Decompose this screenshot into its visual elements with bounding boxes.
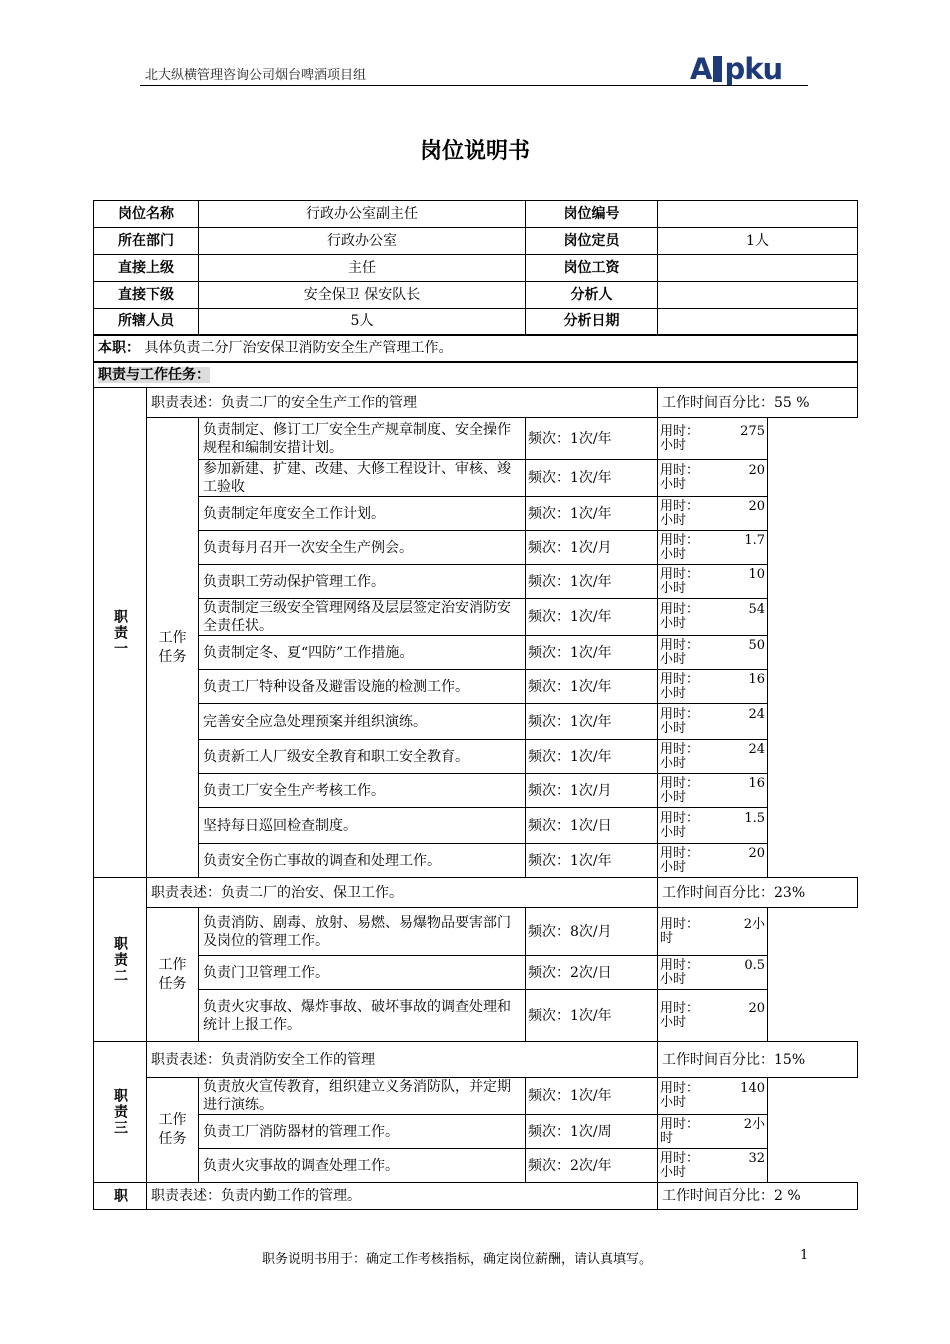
time-percentage [658, 878, 858, 908]
hours-label: 用时： [660, 1000, 700, 1016]
pct-label: 工作时间百分比： [662, 394, 774, 411]
hours-unit: 小时 [660, 477, 687, 492]
task-hours [658, 1115, 768, 1149]
hours-value: 2小 [743, 916, 765, 932]
responsibility-label [94, 1042, 147, 1183]
hours-value: 1.7 [744, 532, 765, 548]
task-frequency: 频次：1次/年 [526, 844, 658, 878]
hours-unit: 小时 [660, 616, 687, 631]
desc-label: 职责表述： [151, 394, 221, 411]
hours-label: 用时： [660, 741, 700, 757]
work-task-label-text: 工作任务 [158, 956, 187, 992]
responsibility-desc-row [94, 1042, 858, 1078]
task-hours [658, 808, 768, 844]
hours-unit: 小时 [660, 789, 687, 805]
basic-label: 岗位定员 [526, 228, 658, 255]
basic-info-row [94, 282, 858, 309]
hours-unit: 小时 [660, 580, 687, 596]
task-frequency: 频次：1次/年 [526, 704, 658, 740]
task-text: 坚持每日巡回检查制度。 [199, 808, 526, 844]
duty-label: 本职： [98, 340, 140, 356]
task-text: 负责制定冬、夏“四防”工作措施。 [199, 636, 526, 670]
hours-label: 用时： [660, 566, 700, 582]
basic-value: 1人 [658, 228, 858, 255]
basic-label: 所辖人员 [94, 309, 199, 335]
hours-label: 用时： [660, 463, 700, 478]
responsibility-desc [147, 1183, 658, 1210]
basic-info-row [94, 201, 858, 228]
tasks-header-row [94, 362, 858, 388]
hours-unit: 小时 [660, 437, 687, 453]
hours-unit: 小时 [660, 720, 687, 736]
task-frequency: 频次：1次/年 [526, 599, 658, 636]
pct-value: 55 % [774, 394, 810, 411]
task-row [94, 808, 858, 844]
task-frequency: 频次：1次/年 [526, 418, 658, 460]
hours-unit: 小时 [660, 1164, 687, 1180]
task-text: 负责每月召开一次安全生产例会。 [199, 531, 526, 565]
hours-value: 32 [748, 1150, 765, 1166]
task-frequency: 频次：1次/年 [526, 990, 658, 1042]
basic-info-row [94, 255, 858, 282]
basic-value: 安全保卫 保安队长 [199, 282, 526, 309]
basic-label: 岗位编号 [526, 201, 658, 228]
responsibility-label [94, 878, 147, 1042]
task-row [94, 740, 858, 774]
hours-value: 20 [748, 845, 765, 861]
pct-value: 2 % [774, 1188, 801, 1204]
task-text: 负责工厂安全生产考核工作。 [199, 774, 526, 808]
basic-label: 直接上级 [94, 255, 199, 282]
task-hours [658, 990, 768, 1042]
work-task-label-text: 工作任务 [158, 1112, 187, 1147]
desc-label: 职责表述： [151, 1051, 221, 1068]
desc-text: 负责二厂的治安、保卫工作。 [221, 884, 403, 901]
task-text: 负责放火宣传教育，组织建立义务消防队，并定期进行演练。 [199, 1078, 526, 1115]
task-row [94, 565, 858, 599]
task-row [94, 956, 858, 990]
basic-label: 岗位工资 [526, 255, 658, 282]
hours-unit: 小时 [660, 971, 687, 987]
task-row [94, 774, 858, 808]
responsibility-desc [147, 878, 658, 908]
time-percentage [658, 1183, 858, 1210]
basic-value: 行政办公室 [199, 228, 526, 255]
task-hours [658, 844, 768, 878]
task-text: 负责工厂特种设备及避雷设施的检测工作。 [199, 670, 526, 704]
task-frequency: 频次：2次/日 [526, 956, 658, 990]
company-logo: A pku [690, 52, 783, 86]
task-text: 负责制定年度安全工作计划。 [199, 497, 526, 531]
hours-label: 用时： [660, 845, 700, 861]
task-hours [658, 460, 768, 497]
basic-value: 5人 [199, 309, 526, 335]
hours-label: 用时： [660, 1150, 700, 1166]
task-hours [658, 908, 768, 956]
basic-value [658, 255, 858, 282]
task-text: 负责消防、剧毒、放射、易燃、易爆物品要害部门及岗位的管理工作。 [199, 908, 526, 956]
basic-label: 岗位名称 [94, 201, 199, 228]
job-description-table [93, 200, 858, 1210]
hours-label: 用时： [660, 957, 700, 973]
task-row [94, 636, 858, 670]
task-row [94, 418, 858, 460]
task-row [94, 599, 858, 636]
responsibility-label-text: 职责一 [112, 608, 128, 657]
hours-unit: 小时 [660, 512, 687, 528]
desc-label: 职责表述： [151, 884, 221, 901]
hours-value: 10 [748, 566, 765, 582]
hours-unit: 时 [660, 1130, 674, 1146]
task-frequency: 频次：2次/年 [526, 1149, 658, 1183]
pct-label: 工作时间百分比： [662, 884, 774, 901]
work-task-label [147, 1078, 199, 1183]
task-text: 负责新工人厂级安全教育和职工安全教育。 [199, 740, 526, 774]
hours-label: 用时： [660, 532, 700, 548]
hours-value: 140 [740, 1081, 765, 1096]
basic-info-row [94, 228, 858, 255]
task-hours [658, 1149, 768, 1183]
hours-label: 用时： [660, 1081, 700, 1096]
page-number: 1 [800, 1248, 809, 1263]
hours-value: 24 [748, 706, 765, 722]
hours-value: 275 [740, 423, 765, 439]
page-title: 岗位说明书 [419, 139, 530, 164]
task-frequency: 频次：1次/周 [526, 1115, 658, 1149]
hours-value: 20 [748, 1000, 765, 1016]
task-hours [658, 1078, 768, 1115]
task-hours [658, 636, 768, 670]
hours-label: 用时： [660, 423, 700, 439]
hours-label: 用时： [660, 1116, 700, 1132]
basic-value: 主任 [199, 255, 526, 282]
hours-value: 20 [748, 498, 765, 514]
pct-value: 23% [774, 884, 806, 901]
task-text: 完善安全应急处理预案并组织演练。 [199, 704, 526, 740]
task-row [94, 908, 858, 956]
task-row [94, 1115, 858, 1149]
task-frequency: 频次：1次/年 [526, 460, 658, 497]
hours-unit: 小时 [660, 651, 687, 667]
hours-unit: 时 [660, 930, 674, 946]
work-task-label [147, 418, 199, 878]
basic-value [658, 282, 858, 309]
task-text: 负责火灾事故、爆炸事故、破坏事故的调查处理和统计上报工作。 [199, 990, 526, 1042]
task-frequency: 频次：1次/年 [526, 497, 658, 531]
basic-value [658, 309, 858, 335]
task-hours [658, 418, 768, 460]
responsibility-label-text: 职责三 [112, 1088, 128, 1136]
desc-label: 职责表述： [151, 1188, 221, 1204]
task-hours [658, 531, 768, 565]
hours-value: 54 [748, 602, 765, 617]
hours-label: 用时： [660, 671, 700, 687]
task-text: 负责制定三级安全管理网络及层层签定治安消防安全责任状。 [199, 599, 526, 636]
time-percentage [658, 388, 858, 418]
task-text: 负责火灾事故的调查处理工作。 [199, 1149, 526, 1183]
responsibility-desc-row [94, 388, 858, 418]
responsibility-label-text: 职 [112, 1188, 128, 1204]
hours-value: 16 [748, 775, 765, 791]
basic-label: 分析人 [526, 282, 658, 309]
task-row [94, 670, 858, 704]
task-row [94, 844, 858, 878]
task-hours [658, 497, 768, 531]
task-text: 负责制定、修订工厂安全生产规章制度、安全操作规程和编制安措计划。 [199, 418, 526, 460]
hours-value: 24 [748, 741, 765, 757]
hours-value: 20 [748, 463, 765, 478]
hours-value: 16 [748, 671, 765, 687]
pct-label: 工作时间百分比： [662, 1051, 774, 1068]
desc-text: 负责二厂的安全生产工作的管理 [221, 394, 417, 411]
hours-value: 1.5 [744, 810, 765, 826]
task-row [94, 990, 858, 1042]
task-frequency: 频次：1次/月 [526, 774, 658, 808]
task-frequency: 频次：1次/年 [526, 636, 658, 670]
hours-label: 用时： [660, 637, 700, 653]
basic-value [658, 201, 858, 228]
pct-value: 15% [774, 1051, 806, 1068]
task-hours [658, 956, 768, 990]
task-hours [658, 599, 768, 636]
responsibility-desc [147, 388, 658, 418]
work-task-label-text: 工作任务 [158, 629, 187, 665]
task-hours [658, 740, 768, 774]
task-frequency: 频次：8次/月 [526, 908, 658, 956]
basic-info-row [94, 309, 858, 335]
task-row [94, 1078, 858, 1115]
hours-label: 用时： [660, 810, 700, 826]
task-hours [658, 704, 768, 740]
task-text: 负责工厂消防器材的管理工作。 [199, 1115, 526, 1149]
responsibility-label [94, 1183, 147, 1210]
responsibility-desc-row [94, 878, 858, 908]
hours-label: 用时： [660, 706, 700, 722]
footer-note: 职务说明书用于：确定工作考核指标，确定岗位薪酬，请认真填写。 [262, 1252, 653, 1267]
desc-text: 负责内勤工作的管理。 [221, 1188, 361, 1204]
task-hours [658, 565, 768, 599]
task-text: 参加新建、扩建、改建、大修工程设计、审核、竣工验收 [199, 460, 526, 497]
basic-label: 所在部门 [94, 228, 199, 255]
work-task-label [147, 908, 199, 1042]
task-row [94, 460, 858, 497]
basic-value: 行政办公室副主任 [199, 201, 526, 228]
task-frequency: 频次：1次/月 [526, 531, 658, 565]
task-frequency: 频次：1次/日 [526, 808, 658, 844]
responsibility-desc [147, 1042, 658, 1078]
basic-label: 分析日期 [526, 309, 658, 335]
hours-unit: 小时 [660, 546, 687, 562]
task-row [94, 704, 858, 740]
desc-text: 负责消防安全工作的管理 [221, 1051, 375, 1068]
hours-unit: 小时 [660, 1095, 687, 1110]
task-text: 负责门卫管理工作。 [199, 956, 526, 990]
pct-label: 工作时间百分比： [662, 1188, 774, 1204]
task-hours [658, 774, 768, 808]
task-row [94, 1149, 858, 1183]
time-percentage [658, 1042, 858, 1078]
task-frequency: 频次：1次/年 [526, 670, 658, 704]
task-text: 负责安全伤亡事故的调查和处理工作。 [199, 844, 526, 878]
responsibility-label-text: 职责二 [112, 935, 128, 984]
task-frequency: 频次：1次/年 [526, 565, 658, 599]
hours-label: 用时： [660, 916, 700, 932]
task-frequency: 频次：1次/年 [526, 1078, 658, 1115]
task-row [94, 497, 858, 531]
hours-label: 用时： [660, 775, 700, 791]
duty-text: 具体负责二分厂治安保卫消防安全生产管理工作。 [144, 340, 453, 356]
hours-unit: 小时 [660, 859, 687, 875]
hours-label: 用时： [660, 498, 700, 514]
hours-unit: 小时 [660, 755, 687, 771]
header-company: 北大纵横管理咨询公司烟台啤酒项目组 [145, 68, 367, 83]
task-hours [658, 670, 768, 704]
hours-unit: 小时 [660, 685, 687, 701]
tasks-header: 职责与工作任务： [98, 366, 210, 383]
hours-value: 50 [748, 637, 765, 653]
hours-value: 0.5 [744, 957, 765, 973]
duty-row [94, 335, 858, 362]
hours-value: 2小 [743, 1116, 765, 1132]
task-row [94, 531, 858, 565]
task-text: 负责职工劳动保护管理工作。 [199, 565, 526, 599]
hours-unit: 小时 [660, 1014, 687, 1030]
responsibility-label [94, 388, 147, 878]
task-frequency: 频次：1次/年 [526, 740, 658, 774]
basic-label: 直接下级 [94, 282, 199, 309]
hours-unit: 小时 [660, 824, 687, 840]
hours-label: 用时： [660, 602, 700, 617]
responsibility-desc-row [94, 1183, 858, 1210]
